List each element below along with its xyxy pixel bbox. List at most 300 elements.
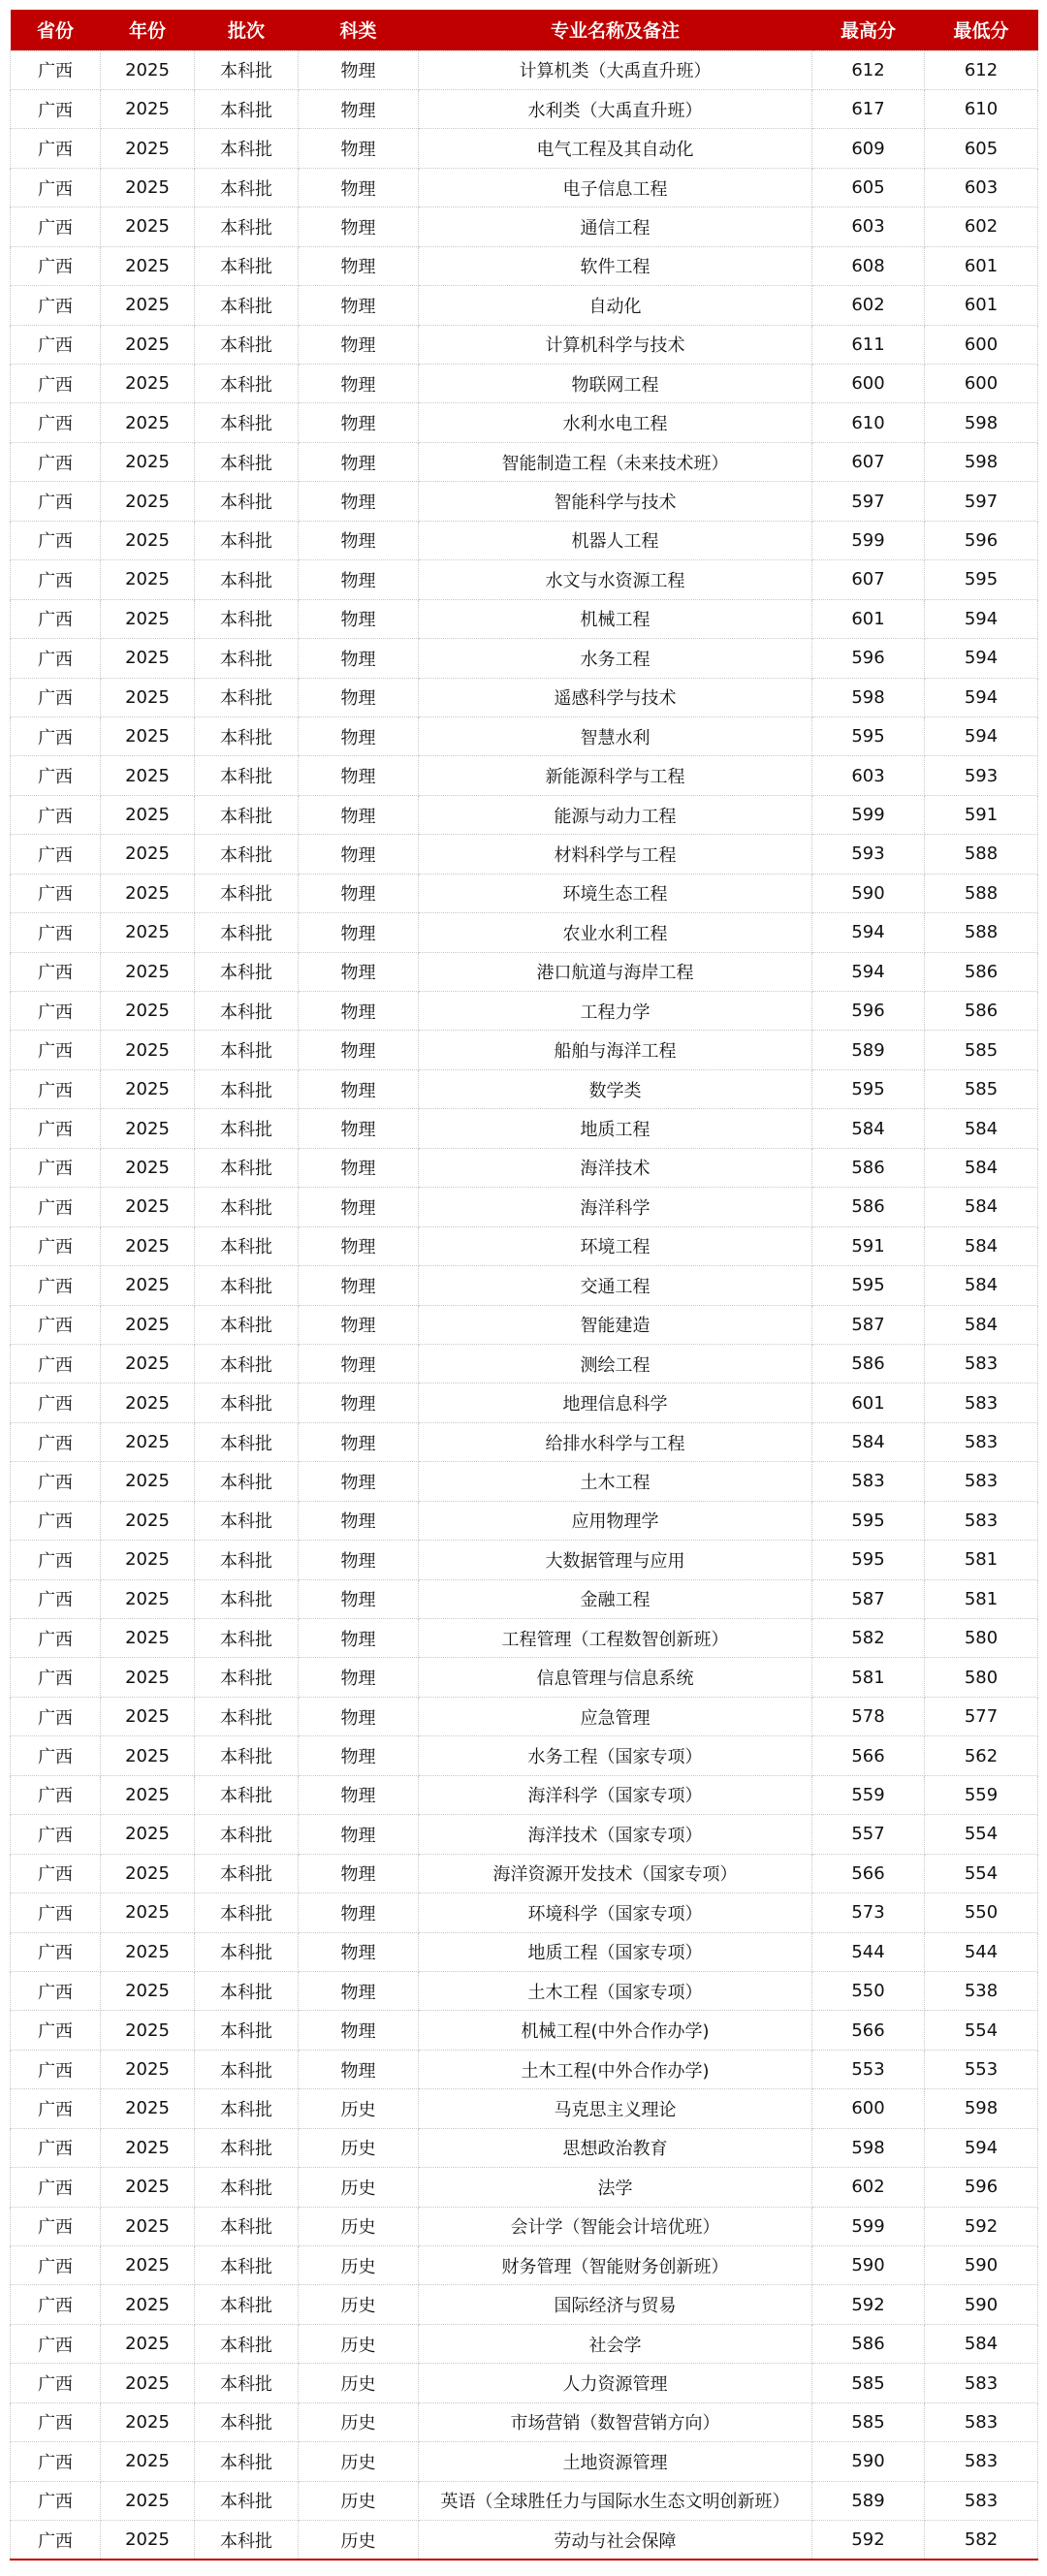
- max-score-cell: 601: [812, 599, 925, 638]
- batch-cell: 本科批: [195, 1188, 299, 1226]
- max-score-cell: 584: [812, 1109, 925, 1148]
- province-cell: 广西: [11, 1148, 101, 1187]
- min-score-cell: 595: [925, 560, 1038, 599]
- table-row: [11, 2402, 1038, 2441]
- batch-cell: 本科批: [195, 599, 299, 638]
- major-cell: 英语（全球胜任力与国际水生态文明创新班）: [419, 2481, 812, 2520]
- subject-cell: 物理: [299, 599, 419, 638]
- year-cell: 2025: [101, 678, 195, 716]
- province-cell: 广西: [11, 2481, 101, 2520]
- max-score-cell: 596: [812, 992, 925, 1031]
- subject-cell: 物理: [299, 129, 419, 168]
- table-row: [11, 1971, 1038, 2010]
- min-score-cell: 580: [925, 1658, 1038, 1697]
- year-cell: 2025: [101, 1109, 195, 1148]
- max-score-cell: 589: [812, 1031, 925, 1069]
- max-score-cell: 559: [812, 1775, 925, 1814]
- province-cell: 广西: [11, 403, 101, 442]
- subject-cell: 物理: [299, 1815, 419, 1854]
- major-cell: 遥感科学与技术: [419, 678, 812, 716]
- min-score-cell: 597: [925, 482, 1038, 521]
- year-cell: 2025: [101, 874, 195, 912]
- column-header-min-score: 最低分: [953, 20, 1009, 43]
- table-row: [11, 913, 1038, 952]
- province-cell: 广西: [11, 874, 101, 912]
- table-row: [11, 1697, 1038, 1735]
- year-cell: 2025: [101, 1971, 195, 2010]
- batch-cell: 本科批: [195, 482, 299, 521]
- major-cell: 应用物理学: [419, 1501, 812, 1540]
- max-score-cell: 585: [812, 2402, 925, 2441]
- province-cell: 广西: [11, 1541, 101, 1579]
- subject-cell: 物理: [299, 442, 419, 481]
- subject-cell: 物理: [299, 403, 419, 442]
- major-cell: 交通工程: [419, 1266, 812, 1305]
- province-cell: 广西: [11, 2050, 101, 2088]
- batch-cell: 本科批: [195, 129, 299, 168]
- max-score-cell: 612: [812, 50, 925, 89]
- max-score-cell: 602: [812, 286, 925, 325]
- table-row: [11, 2168, 1038, 2207]
- column-header-major: 专业名称及备注: [550, 20, 680, 43]
- subject-cell: 物理: [299, 678, 419, 716]
- max-score-cell: 586: [812, 1148, 925, 1187]
- subject-cell: 物理: [299, 207, 419, 246]
- batch-cell: 本科批: [195, 795, 299, 834]
- province-cell: 广西: [11, 2402, 101, 2441]
- min-score-cell: 583: [925, 2364, 1038, 2402]
- table-row: [11, 1305, 1038, 1344]
- subject-cell: 物理: [299, 168, 419, 207]
- column-header-year: 年份: [128, 20, 166, 43]
- province-cell: 广西: [11, 2168, 101, 2207]
- table-row: [11, 560, 1038, 599]
- batch-cell: 本科批: [195, 678, 299, 716]
- province-cell: 广西: [11, 560, 101, 599]
- province-cell: 广西: [11, 2285, 101, 2324]
- min-score-cell: 603: [925, 168, 1038, 207]
- batch-cell: 本科批: [195, 442, 299, 481]
- min-score-cell: 583: [925, 2442, 1038, 2481]
- table-row: [11, 1854, 1038, 1892]
- subject-cell: 物理: [299, 639, 419, 678]
- year-cell: 2025: [101, 521, 195, 559]
- province-cell: 广西: [11, 716, 101, 755]
- batch-cell: 本科批: [195, 246, 299, 285]
- year-cell: 2025: [101, 2050, 195, 2088]
- province-cell: 广西: [11, 168, 101, 207]
- major-cell: 水利类（大禹直升班）: [419, 89, 812, 128]
- min-score-cell: 538: [925, 1971, 1038, 2010]
- min-score-cell: 577: [925, 1697, 1038, 1735]
- subject-cell: 物理: [299, 1579, 419, 1618]
- batch-cell: 本科批: [195, 2246, 299, 2285]
- major-cell: 港口航道与海岸工程: [419, 952, 812, 991]
- province-cell: 广西: [11, 1188, 101, 1226]
- year-cell: 2025: [101, 992, 195, 1031]
- province-cell: 广西: [11, 2089, 101, 2128]
- subject-cell: 物理: [299, 1697, 419, 1735]
- subject-cell: 物理: [299, 1109, 419, 1148]
- major-cell: 工程力学: [419, 992, 812, 1031]
- table-row: [11, 835, 1038, 874]
- year-cell: 2025: [101, 246, 195, 285]
- province-cell: 广西: [11, 952, 101, 991]
- table-row: [11, 1148, 1038, 1187]
- year-cell: 2025: [101, 2481, 195, 2520]
- batch-cell: 本科批: [195, 521, 299, 559]
- province-cell: 广西: [11, 1383, 101, 1422]
- subject-cell: 物理: [299, 1266, 419, 1305]
- major-cell: 法学: [419, 2168, 812, 2207]
- subject-cell: 物理: [299, 795, 419, 834]
- subject-cell: 物理: [299, 1344, 419, 1383]
- province-cell: 广西: [11, 442, 101, 481]
- major-cell: 农业水利工程: [419, 913, 812, 952]
- major-cell: 人力资源管理: [419, 2364, 812, 2402]
- max-score-cell: 605: [812, 168, 925, 207]
- min-score-cell: 559: [925, 1775, 1038, 1814]
- batch-cell: 本科批: [195, 1971, 299, 2010]
- major-cell: 地质工程: [419, 1109, 812, 1148]
- batch-cell: 本科批: [195, 168, 299, 207]
- province-cell: 广西: [11, 1971, 101, 2010]
- table-row: [11, 678, 1038, 716]
- max-score-cell: 596: [812, 639, 925, 678]
- table-row: [11, 1031, 1038, 1069]
- table-row: [11, 1188, 1038, 1226]
- max-score-cell: 590: [812, 2246, 925, 2285]
- subject-cell: 物理: [299, 1775, 419, 1814]
- min-score-cell: 594: [925, 599, 1038, 638]
- max-score-cell: 573: [812, 1893, 925, 1932]
- min-score-cell: 550: [925, 1893, 1038, 1932]
- table-row: [11, 1226, 1038, 1265]
- subject-cell: 历史: [299, 2364, 419, 2402]
- max-score-cell: 592: [812, 2285, 925, 2324]
- province-cell: 广西: [11, 2011, 101, 2050]
- subject-cell: 历史: [299, 2521, 419, 2560]
- table-row: [11, 1344, 1038, 1383]
- major-cell: 地理信息科学: [419, 1383, 812, 1422]
- batch-cell: 本科批: [195, 913, 299, 952]
- subject-cell: 历史: [299, 2324, 419, 2363]
- min-score-cell: 601: [925, 246, 1038, 285]
- major-cell: 大数据管理与应用: [419, 1541, 812, 1579]
- min-score-cell: 600: [925, 325, 1038, 364]
- batch-cell: 本科批: [195, 835, 299, 874]
- max-score-cell: 607: [812, 560, 925, 599]
- min-score-cell: 586: [925, 992, 1038, 1031]
- subject-cell: 历史: [299, 2442, 419, 2481]
- max-score-cell: 553: [812, 2050, 925, 2088]
- batch-cell: 本科批: [195, 207, 299, 246]
- batch-cell: 本科批: [195, 1932, 299, 1971]
- min-score-cell: 594: [925, 2128, 1038, 2167]
- year-cell: 2025: [101, 1932, 195, 1971]
- batch-cell: 本科批: [195, 1344, 299, 1383]
- subject-cell: 物理: [299, 1854, 419, 1892]
- year-cell: 2025: [101, 2089, 195, 2128]
- batch-cell: 本科批: [195, 1658, 299, 1697]
- min-score-cell: 583: [925, 1383, 1038, 1422]
- subject-cell: 物理: [299, 1148, 419, 1187]
- table-row: [11, 246, 1038, 285]
- batch-cell: 本科批: [195, 1619, 299, 1658]
- major-cell: 思想政治教育: [419, 2128, 812, 2167]
- table-row: [11, 599, 1038, 638]
- batch-cell: 本科批: [195, 1109, 299, 1148]
- batch-cell: 本科批: [195, 2442, 299, 2481]
- major-cell: 智能科学与技术: [419, 482, 812, 521]
- min-score-cell: 580: [925, 1619, 1038, 1658]
- min-score-cell: 598: [925, 442, 1038, 481]
- min-score-cell: 591: [925, 795, 1038, 834]
- major-cell: 计算机科学与技术: [419, 325, 812, 364]
- column-header-province: 省份: [36, 20, 74, 43]
- major-cell: 自动化: [419, 286, 812, 325]
- max-score-cell: 599: [812, 521, 925, 559]
- year-cell: 2025: [101, 1501, 195, 1540]
- province-cell: 广西: [11, 1031, 101, 1069]
- min-score-cell: 583: [925, 1501, 1038, 1540]
- year-cell: 2025: [101, 913, 195, 952]
- table-row: [11, 129, 1038, 168]
- table-row: [11, 874, 1038, 912]
- min-score-cell: 598: [925, 2089, 1038, 2128]
- min-score-cell: 554: [925, 1815, 1038, 1854]
- max-score-cell: 599: [812, 795, 925, 834]
- subject-cell: 物理: [299, 716, 419, 755]
- year-cell: 2025: [101, 1893, 195, 1932]
- column-header-batch: 批次: [227, 20, 265, 43]
- max-score-cell: 599: [812, 2207, 925, 2245]
- table-row: [11, 2442, 1038, 2481]
- subject-cell: 物理: [299, 1069, 419, 1108]
- min-score-cell: 594: [925, 678, 1038, 716]
- table-row: [11, 952, 1038, 991]
- batch-cell: 本科批: [195, 1815, 299, 1854]
- province-cell: 广西: [11, 835, 101, 874]
- batch-cell: 本科批: [195, 1383, 299, 1422]
- major-cell: 数学类: [419, 1069, 812, 1108]
- batch-cell: 本科批: [195, 365, 299, 403]
- major-cell: 智慧水利: [419, 716, 812, 755]
- max-score-cell: 617: [812, 89, 925, 128]
- max-score-cell: 590: [812, 874, 925, 912]
- batch-cell: 本科批: [195, 1462, 299, 1501]
- table-row: [11, 2246, 1038, 2285]
- province-cell: 广西: [11, 2246, 101, 2285]
- year-cell: 2025: [101, 1148, 195, 1187]
- year-cell: 2025: [101, 168, 195, 207]
- province-cell: 广西: [11, 2324, 101, 2363]
- table-row: [11, 992, 1038, 1031]
- max-score-cell: 587: [812, 1579, 925, 1618]
- admission-score-table: [10, 10, 1038, 2560]
- max-score-cell: 566: [812, 2011, 925, 2050]
- max-score-cell: 601: [812, 1383, 925, 1422]
- min-score-cell: 554: [925, 1854, 1038, 1892]
- min-score-cell: 581: [925, 1541, 1038, 1579]
- min-score-cell: 586: [925, 952, 1038, 991]
- min-score-cell: 583: [925, 2481, 1038, 2520]
- batch-cell: 本科批: [195, 2089, 299, 2128]
- table-row: [11, 1422, 1038, 1461]
- province-cell: 广西: [11, 756, 101, 795]
- table-row: [11, 482, 1038, 521]
- province-cell: 广西: [11, 1697, 101, 1735]
- table-row: [11, 89, 1038, 128]
- year-cell: 2025: [101, 952, 195, 991]
- max-score-cell: 603: [812, 207, 925, 246]
- subject-cell: 物理: [299, 89, 419, 128]
- table-row: [11, 2011, 1038, 2050]
- batch-cell: 本科批: [195, 992, 299, 1031]
- batch-cell: 本科批: [195, 2207, 299, 2245]
- subject-cell: 历史: [299, 2285, 419, 2324]
- batch-cell: 本科批: [195, 403, 299, 442]
- max-score-cell: 608: [812, 246, 925, 285]
- min-score-cell: 584: [925, 1226, 1038, 1265]
- table-row: [11, 716, 1038, 755]
- batch-cell: 本科批: [195, 1148, 299, 1187]
- batch-cell: 本科批: [195, 50, 299, 89]
- max-score-cell: 584: [812, 1422, 925, 1461]
- year-cell: 2025: [101, 442, 195, 481]
- year-cell: 2025: [101, 2011, 195, 2050]
- year-cell: 2025: [101, 1619, 195, 1658]
- major-cell: 地质工程（国家专项）: [419, 1932, 812, 1971]
- major-cell: 环境生态工程: [419, 874, 812, 912]
- province-cell: 广西: [11, 286, 101, 325]
- major-cell: 土地资源管理: [419, 2442, 812, 2481]
- max-score-cell: 583: [812, 1462, 925, 1501]
- min-score-cell: 588: [925, 874, 1038, 912]
- major-cell: 船舶与海洋工程: [419, 1031, 812, 1069]
- table-row: [11, 2089, 1038, 2128]
- batch-cell: 本科批: [195, 2324, 299, 2363]
- year-cell: 2025: [101, 2246, 195, 2285]
- subject-cell: 物理: [299, 874, 419, 912]
- year-cell: 2025: [101, 2402, 195, 2441]
- subject-cell: 历史: [299, 2402, 419, 2441]
- province-cell: 广西: [11, 1658, 101, 1697]
- major-cell: 土木工程(中外合作办学): [419, 2050, 812, 2088]
- table-row: [11, 1932, 1038, 1971]
- year-cell: 2025: [101, 2521, 195, 2560]
- year-cell: 2025: [101, 2324, 195, 2363]
- table-row: [11, 1736, 1038, 1775]
- score-table-container: [10, 10, 1037, 2560]
- table-row: [11, 1619, 1038, 1658]
- batch-cell: 本科批: [195, 1305, 299, 1344]
- min-score-cell: 601: [925, 286, 1038, 325]
- province-cell: 广西: [11, 521, 101, 559]
- subject-cell: 物理: [299, 1893, 419, 1932]
- header-row: [11, 10, 1038, 50]
- min-score-cell: 582: [925, 2521, 1038, 2560]
- year-cell: 2025: [101, 1541, 195, 1579]
- year-cell: 2025: [101, 1305, 195, 1344]
- subject-cell: 物理: [299, 2011, 419, 2050]
- max-score-cell: 586: [812, 2324, 925, 2363]
- year-cell: 2025: [101, 560, 195, 599]
- subject-cell: 物理: [299, 1188, 419, 1226]
- year-cell: 2025: [101, 1383, 195, 1422]
- min-score-cell: 584: [925, 1109, 1038, 1148]
- major-cell: 应急管理: [419, 1697, 812, 1735]
- max-score-cell: 593: [812, 835, 925, 874]
- major-cell: 能源与动力工程: [419, 795, 812, 834]
- province-cell: 广西: [11, 913, 101, 952]
- min-score-cell: 610: [925, 89, 1038, 128]
- major-cell: 机器人工程: [419, 521, 812, 559]
- province-cell: 广西: [11, 50, 101, 89]
- min-score-cell: 590: [925, 2246, 1038, 2285]
- province-cell: 广西: [11, 1932, 101, 1971]
- max-score-cell: 597: [812, 482, 925, 521]
- table-row: [11, 756, 1038, 795]
- table-row: [11, 1266, 1038, 1305]
- max-score-cell: 578: [812, 1697, 925, 1735]
- major-cell: 给排水科学与工程: [419, 1422, 812, 1461]
- table-row: [11, 2481, 1038, 2520]
- year-cell: 2025: [101, 2364, 195, 2402]
- min-score-cell: 583: [925, 1462, 1038, 1501]
- table-row: [11, 325, 1038, 364]
- max-score-cell: 550: [812, 1971, 925, 2010]
- max-score-cell: 544: [812, 1932, 925, 1971]
- batch-cell: 本科批: [195, 2285, 299, 2324]
- year-cell: 2025: [101, 403, 195, 442]
- min-score-cell: 584: [925, 1188, 1038, 1226]
- batch-cell: 本科批: [195, 1854, 299, 1892]
- subject-cell: 物理: [299, 1305, 419, 1344]
- max-score-cell: 557: [812, 1815, 925, 1854]
- table-row: [11, 2285, 1038, 2324]
- table-row: [11, 1462, 1038, 1501]
- min-score-cell: 584: [925, 2324, 1038, 2363]
- max-score-cell: 595: [812, 1069, 925, 1108]
- major-cell: 土木工程: [419, 1462, 812, 1501]
- batch-cell: 本科批: [195, 2481, 299, 2520]
- year-cell: 2025: [101, 1775, 195, 1814]
- year-cell: 2025: [101, 639, 195, 678]
- major-cell: 电子信息工程: [419, 168, 812, 207]
- batch-cell: 本科批: [195, 286, 299, 325]
- batch-cell: 本科批: [195, 1069, 299, 1108]
- min-score-cell: 594: [925, 639, 1038, 678]
- batch-cell: 本科批: [195, 1031, 299, 1069]
- year-cell: 2025: [101, 482, 195, 521]
- year-cell: 2025: [101, 1697, 195, 1735]
- major-cell: 海洋科学: [419, 1188, 812, 1226]
- major-cell: 劳动与社会保障: [419, 2521, 812, 2560]
- province-cell: 广西: [11, 325, 101, 364]
- max-score-cell: 600: [812, 365, 925, 403]
- year-cell: 2025: [101, 1462, 195, 1501]
- province-cell: 广西: [11, 482, 101, 521]
- table-row: [11, 1383, 1038, 1422]
- major-cell: 水文与水资源工程: [419, 560, 812, 599]
- batch-cell: 本科批: [195, 1775, 299, 1814]
- batch-cell: 本科批: [195, 560, 299, 599]
- major-cell: 物联网工程: [419, 365, 812, 403]
- min-score-cell: 596: [925, 521, 1038, 559]
- province-cell: 广西: [11, 678, 101, 716]
- year-cell: 2025: [101, 2442, 195, 2481]
